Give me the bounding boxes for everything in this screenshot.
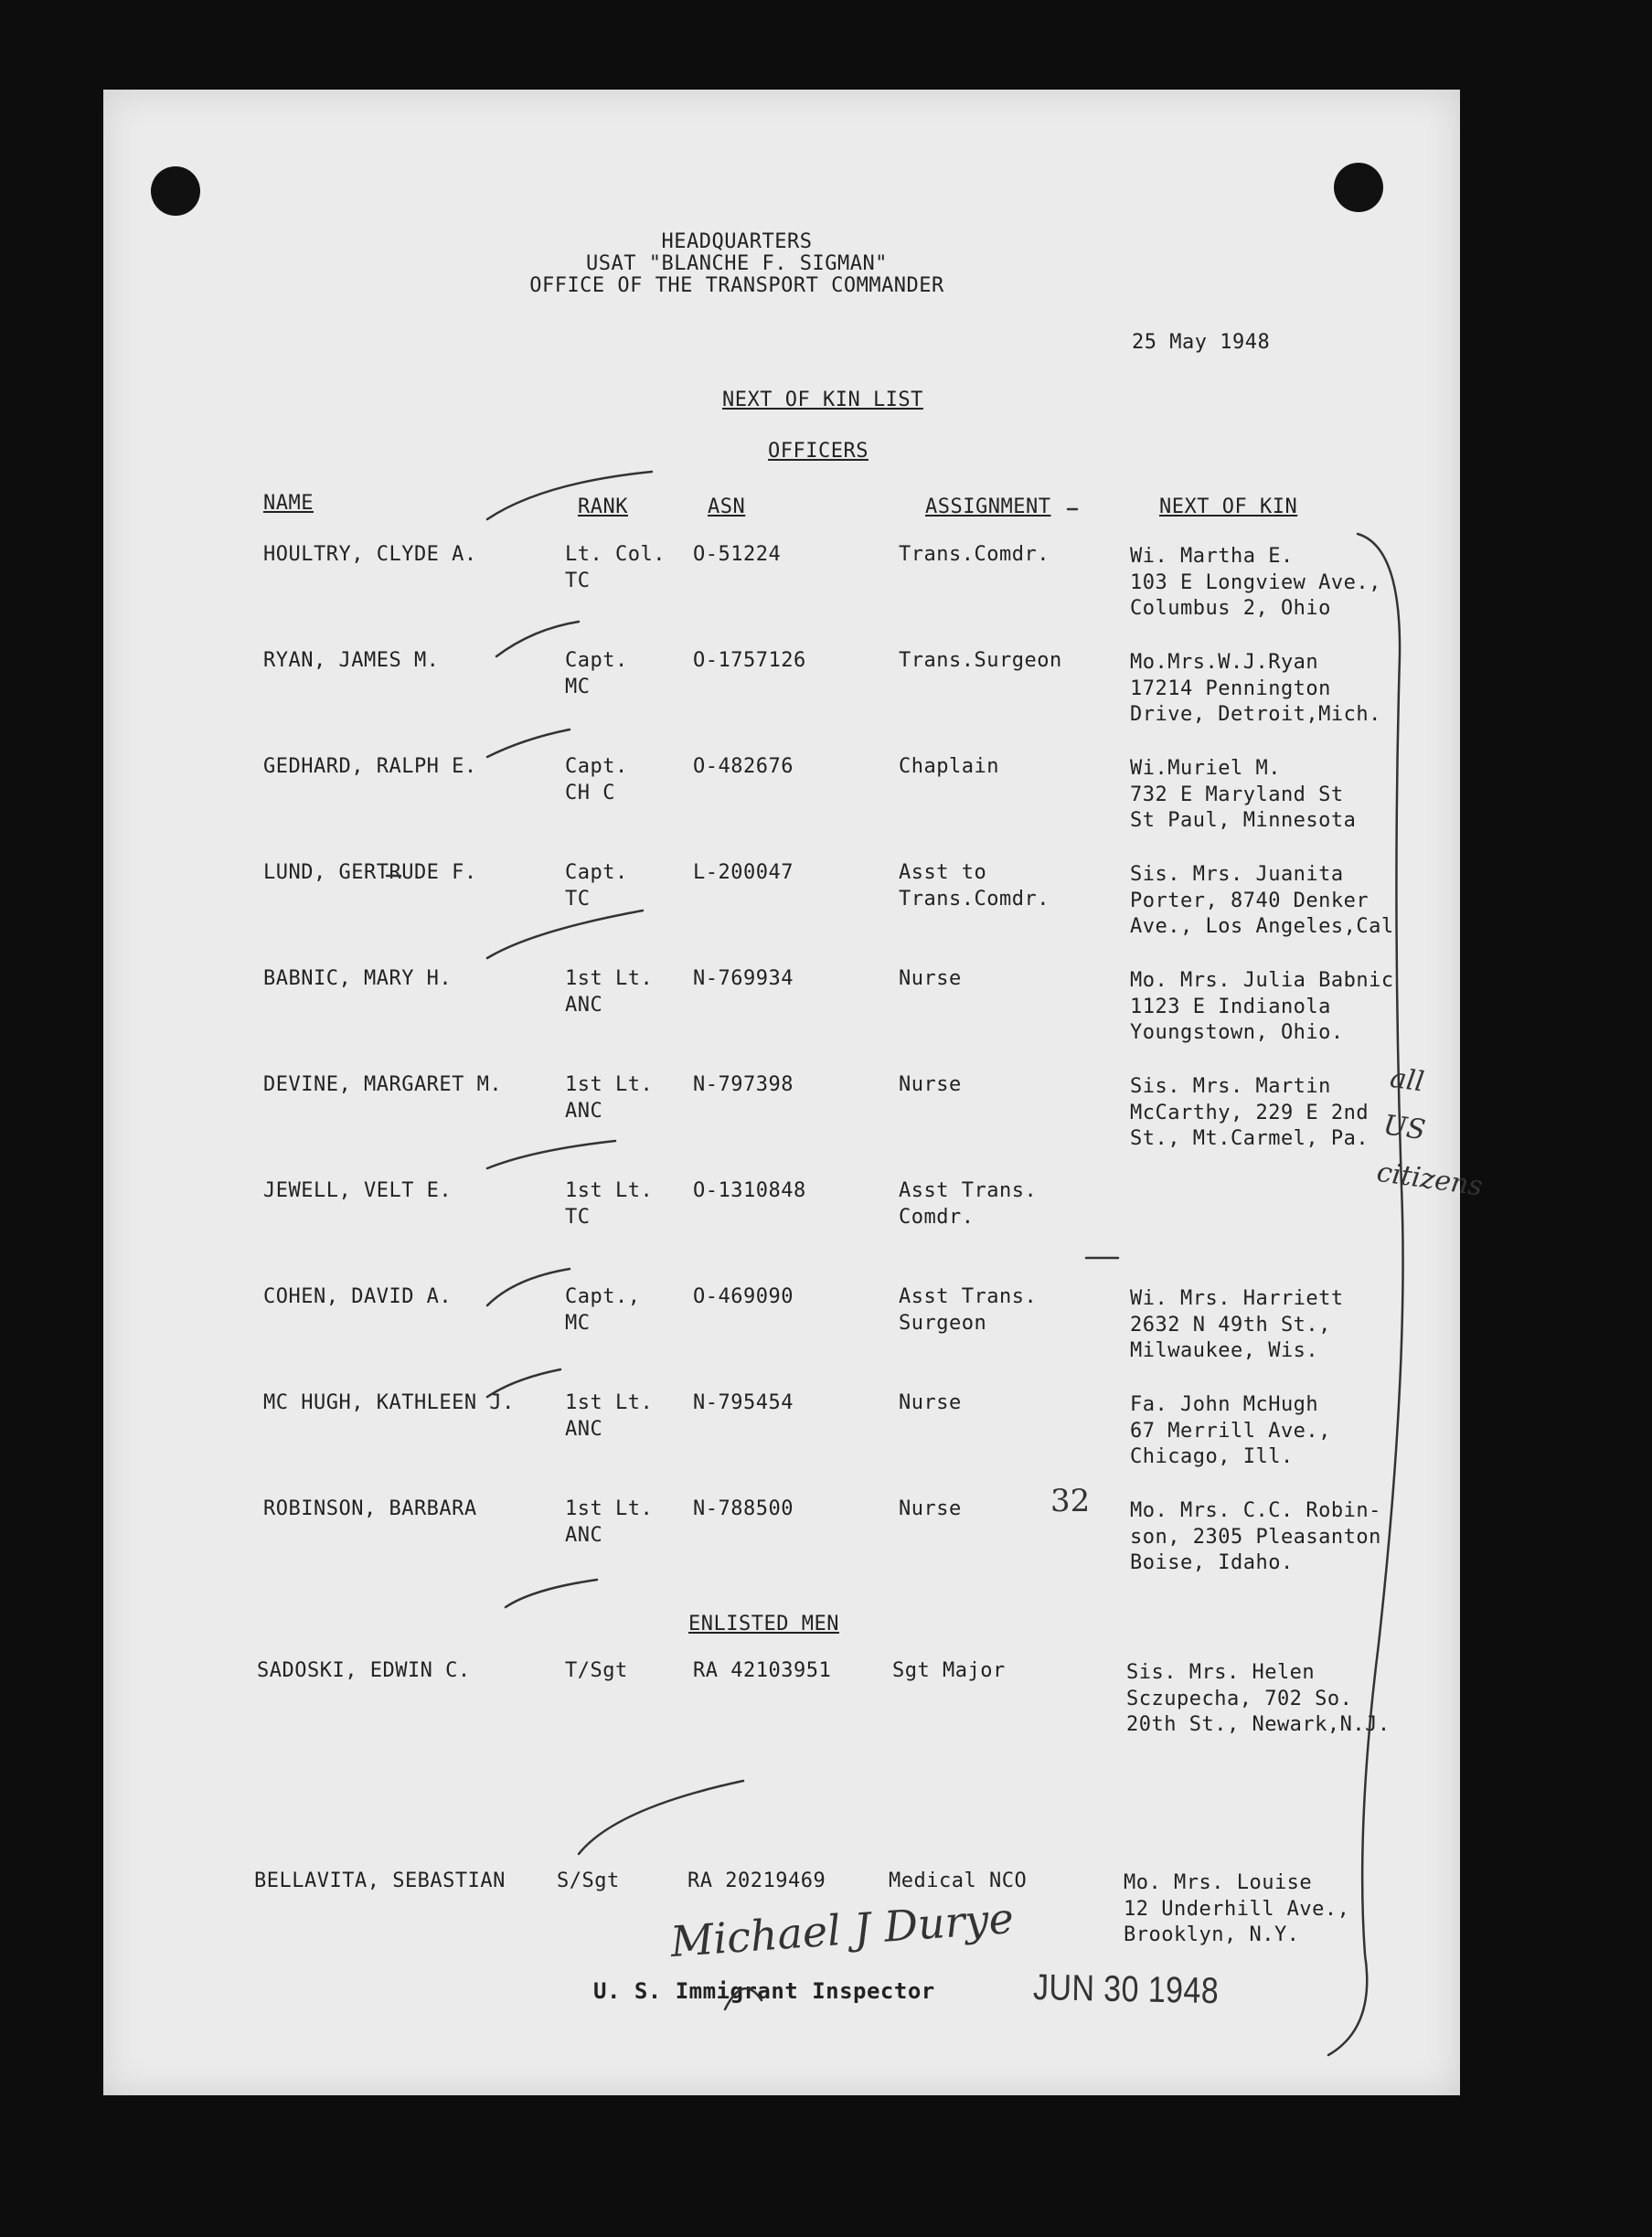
check-mark xyxy=(487,1269,570,1305)
officer-rank: 1st Lt. ANC xyxy=(565,967,654,1017)
enlisted-asn: RA 20219469 xyxy=(687,1869,826,1892)
officer-next-of-kin: Fa. John McHugh 67 Merrill Ave., Chicago, Ill. xyxy=(1130,1393,1331,1468)
officer-rank: 1st Lt. TC xyxy=(565,1179,654,1229)
header-line-2: USAT "BLANCHE F. SIGMAN" xyxy=(586,252,888,275)
officer-rank: Capt., MC xyxy=(565,1285,641,1335)
enlisted-name: BELLAVITA, SEBASTIAN xyxy=(254,1869,506,1892)
officer-next-of-kin: Mo.Mrs.W.J.Ryan 17214 Pennington Drive, Detroit,Mich. xyxy=(1130,651,1381,726)
check-mark xyxy=(487,1369,560,1397)
officer-asn: O-1757126 xyxy=(693,649,806,672)
officer-name: DEVINE, MARGARET M. xyxy=(263,1073,503,1096)
officer-name: LUND, GERTRUDE F. xyxy=(263,861,477,884)
officer-assignment: Nurse xyxy=(899,1497,962,1520)
check-mark xyxy=(487,472,652,519)
officer-assignment: Chaplain xyxy=(899,755,999,778)
officer-rank: Capt. TC xyxy=(565,861,628,911)
officer-asn: N-788500 xyxy=(693,1497,794,1520)
officer-rank: Lt. Col. TC xyxy=(565,543,666,592)
document-page xyxy=(103,90,1485,2095)
section-officers: OFFICERS xyxy=(768,440,869,463)
enlisted-assignment: Sgt Major xyxy=(892,1659,1006,1682)
officer-asn: O-51224 xyxy=(693,543,782,566)
officer-next-of-kin: Mo. Mrs. C.C. Robin- son, 2305 Pleasanton Boise, Idaho. xyxy=(1130,1499,1381,1574)
officer-asn: O-1310848 xyxy=(693,1179,806,1202)
officer-next-of-kin: Wi. Mrs. Harriett 2632 N 49th St., Milwaukee, Wis. xyxy=(1130,1287,1344,1362)
officer-assignment: Nurse xyxy=(899,967,962,990)
enlisted-next-of-kin: Sis. Mrs. Helen Sczupecha, 702 So. 20th St., Newark,N.J. xyxy=(1126,1661,1391,1736)
officer-rank: Capt. CH C xyxy=(565,755,628,804)
col-header-next-of-kin: NEXT OF KIN xyxy=(1159,495,1298,518)
officer-asn: O-482676 xyxy=(693,755,794,778)
document-title: NEXT OF KIN LIST xyxy=(722,389,923,411)
officer-name: RYAN, JAMES M. xyxy=(263,649,440,672)
officer-asn: N-797398 xyxy=(693,1073,794,1096)
officer-assignment: Asst Trans. Surgeon xyxy=(899,1285,1038,1335)
received-date-stamp: JUN 30 1948 xyxy=(1032,1967,1220,2012)
inspector-signature: Michael J Durye xyxy=(668,1892,1016,1967)
enlisted-next-of-kin: Mo. Mrs. Louise 12 Underhill Ave., Brooklyn, N.Y. xyxy=(1124,1871,1350,1946)
officer-asn: O-469090 xyxy=(693,1285,794,1308)
col-header-name: NAME xyxy=(263,492,314,515)
header-line-3: OFFICE OF THE TRANSPORT COMMANDER xyxy=(529,274,944,297)
officer-asn: N-795454 xyxy=(693,1391,794,1414)
check-mark xyxy=(487,1141,615,1168)
officer-asn: L-200047 xyxy=(693,861,794,884)
officer-assignment: Nurse xyxy=(899,1391,962,1414)
officer-rank: 1st Lt. ANC xyxy=(565,1497,654,1547)
enlisted-asn: RA 42103951 xyxy=(693,1659,832,1682)
officer-assignment: Asst to Trans.Comdr. xyxy=(899,861,1050,911)
officer-name: MC HUGH, KATHLEEN J. xyxy=(263,1391,515,1414)
enlisted-rank: S/Sgt xyxy=(557,1869,620,1892)
officer-assignment: Nurse xyxy=(899,1073,962,1096)
col-header-assignment: ASSIGNMENT xyxy=(925,495,1051,518)
document-date: 25 May 1948 xyxy=(1132,331,1271,354)
header-line-1: HEADQUARTERS xyxy=(661,230,813,253)
check-mark xyxy=(579,1781,743,1854)
margin-note: all US citizens xyxy=(1374,1061,1485,1203)
inspector-title: U. S. Immigrant Inspector xyxy=(593,1978,935,2004)
col-header-rank: RANK xyxy=(578,495,628,518)
officer-next-of-kin: Wi. Martha E. 103 E Longview Ave., Columbus 2, Ohio xyxy=(1130,545,1381,620)
officer-name: BABNIC, MARY H. xyxy=(263,967,453,990)
pen-marks xyxy=(103,90,1485,2095)
check-mark xyxy=(487,730,570,757)
officer-name: ROBINSON, BARBARA xyxy=(263,1497,477,1520)
officer-name: JEWELL, VELT E. xyxy=(263,1179,453,1202)
col-header-asn: ASN xyxy=(708,495,746,518)
officer-name: HOULTRY, CLYDE A. xyxy=(263,543,477,566)
officer-name: COHEN, DAVID A. xyxy=(263,1285,453,1308)
enlisted-name: SADOSKI, EDWIN C. xyxy=(257,1659,471,1682)
signature-flourish xyxy=(725,1988,762,2009)
officer-asn: N-769934 xyxy=(693,967,794,990)
officer-rank: 1st Lt. ANC xyxy=(565,1073,654,1123)
officer-next-of-kin: Sis. Mrs. Martin McCarthy, 229 E 2nd St., Mt.Carmel, Pa. xyxy=(1130,1075,1370,1150)
margin-bracket xyxy=(1328,534,1403,2055)
officer-next-of-kin: Sis. Mrs. Juanita Porter, 8740 Denker Ave., Los Angeles,Cal xyxy=(1130,863,1394,938)
officer-assignment: Trans.Comdr. xyxy=(899,543,1050,566)
check-mark xyxy=(487,911,643,958)
officer-next-of-kin: Wi.Muriel M. 732 E Maryland St St Paul, Minnesota xyxy=(1130,757,1357,832)
check-mark xyxy=(506,1580,597,1607)
officer-rank: 1st Lt. ANC xyxy=(565,1391,654,1441)
section-enlisted: ENLISTED MEN xyxy=(688,1613,839,1635)
enlisted-assignment: Medical NCO xyxy=(889,1869,1028,1892)
officer-assignment: Asst Trans. Comdr. xyxy=(899,1179,1038,1229)
officer-next-of-kin: Mo. Mrs. Julia Babnic 1123 E Indianola Youngstown, Ohio. xyxy=(1130,969,1394,1044)
officer-assignment: Trans.Surgeon xyxy=(899,649,1062,672)
check-mark xyxy=(496,622,579,656)
enlisted-rank: T/Sgt xyxy=(565,1659,628,1682)
officer-rank: Capt. MC xyxy=(565,649,628,698)
page-number: 32 xyxy=(1050,1483,1091,1519)
officer-name: GEDHARD, RALPH E. xyxy=(263,755,477,778)
